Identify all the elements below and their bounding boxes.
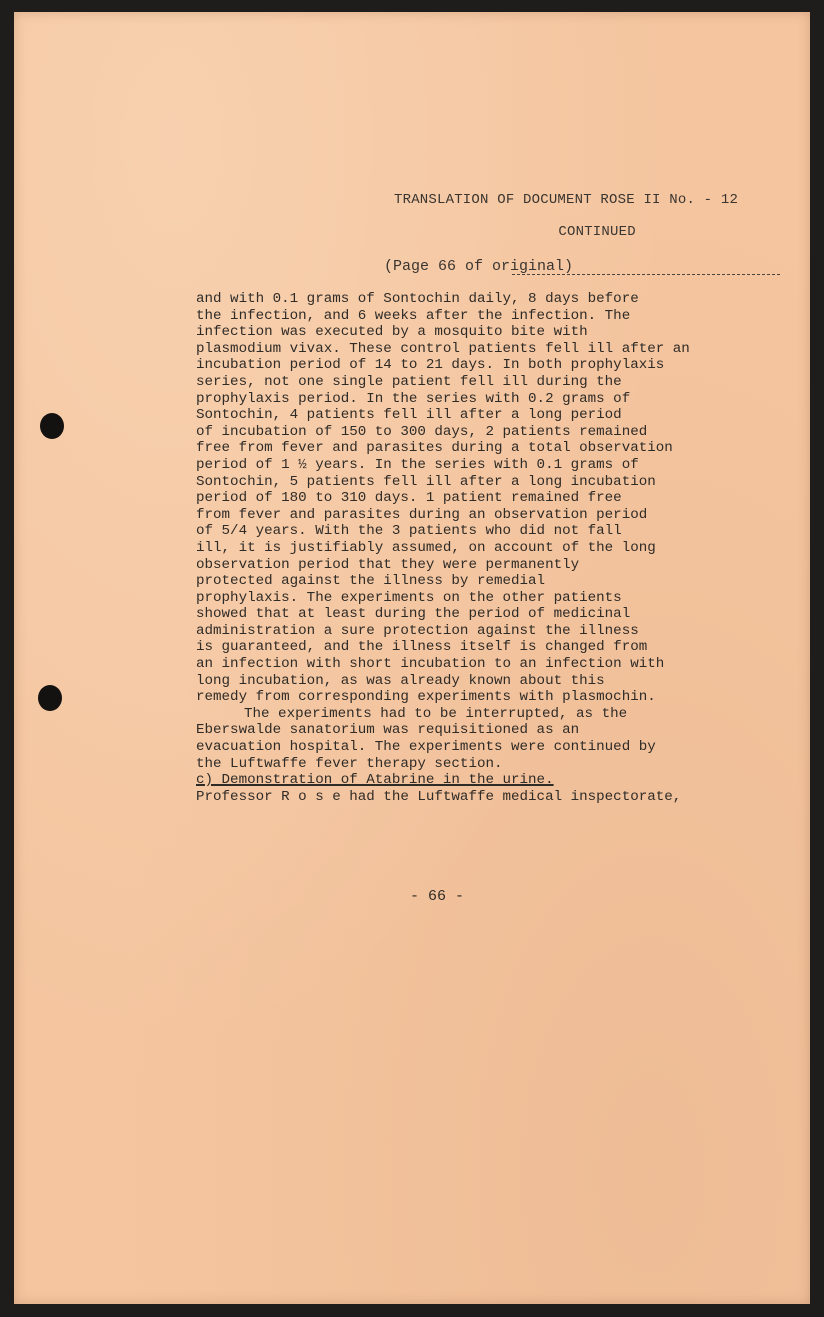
body-line: prophylaxis period. In the series with 0.2 grams of: [196, 390, 631, 407]
body-line: series, not one single patient fell ill during the: [196, 373, 622, 390]
body-line: free from fever and parasites during a total observation: [196, 440, 673, 457]
body-line: Professor R o s e had the Luftwaffe medical inspectorate,: [196, 788, 682, 805]
punch-hole-upper: [40, 413, 64, 439]
body-line: prophylaxis. The experiments on the other patients: [196, 589, 622, 606]
paragraph-line: evacuation hospital. The experiments were continued by: [196, 739, 656, 756]
body-line: and with 0.1 grams of Sontochin daily, 8 days before: [196, 291, 639, 307]
body-line: ill, it is justifiably assumed, on account of the long: [196, 539, 656, 556]
body-line: an infection with short incubation to an infection with: [196, 656, 665, 673]
body-line: observation period that they were permanently: [196, 556, 580, 573]
paragraph-line: The experiments had to be interrupted, as the: [244, 705, 628, 722]
body-line: is guaranteed, and the illness itself is changed from: [196, 639, 648, 656]
body-line: period of 180 to 310 days. 1 patient remained free: [196, 490, 622, 507]
body-line: showed that at least during the period of medicinal: [196, 606, 631, 623]
body-line: infection was executed by a mosquito bite with: [196, 324, 588, 341]
paragraph-line: Eberswalde sanatorium was requisitioned as an: [196, 722, 580, 739]
punch-hole-lower: [38, 685, 62, 711]
body-line: protected against the illness by remedial: [196, 573, 546, 590]
section-heading: c) Demonstration of Atabrine in the urine.: [196, 772, 554, 789]
body-line: period of 1 ½ years. In the series with 0.1 grams of: [196, 456, 639, 473]
body-line: from fever and parasites during an observation period: [196, 506, 648, 523]
body-line: of incubation of 150 to 300 days, 2 patients remained: [196, 423, 648, 440]
page-number: - 66 -: [410, 888, 465, 905]
body-line: Sontochin, 4 patients fell ill after a long period: [196, 407, 622, 424]
body-line: plasmodium vivax. These control patients fell ill after an: [196, 340, 690, 357]
header-title: TRANSLATION OF DOCUMENT ROSE II No. - 12: [394, 192, 739, 208]
original-page-reference: (Page 66 of original): [384, 258, 574, 275]
body-text: [196, 291, 786, 805]
body-line: incubation period of 14 to 21 days. In both prophylaxis: [196, 357, 665, 374]
paragraph-line: the Luftwaffe fever therapy section.: [196, 755, 503, 772]
body-line: long incubation, as was already known about this: [196, 672, 605, 689]
body-line: remedy from corresponding experiments with plasmochin.: [196, 689, 656, 706]
body-line: the infection, and 6 weeks after the infection. The: [196, 307, 631, 324]
body-line: of 5/4 years. With the 3 patients who did not fall: [196, 523, 622, 540]
body-line: administration a sure protection against the illness: [196, 622, 639, 639]
body-line: Sontochin, 5 patients fell ill after a long incubation: [196, 473, 656, 490]
header-continued-label: CONTINUED: [558, 224, 636, 240]
